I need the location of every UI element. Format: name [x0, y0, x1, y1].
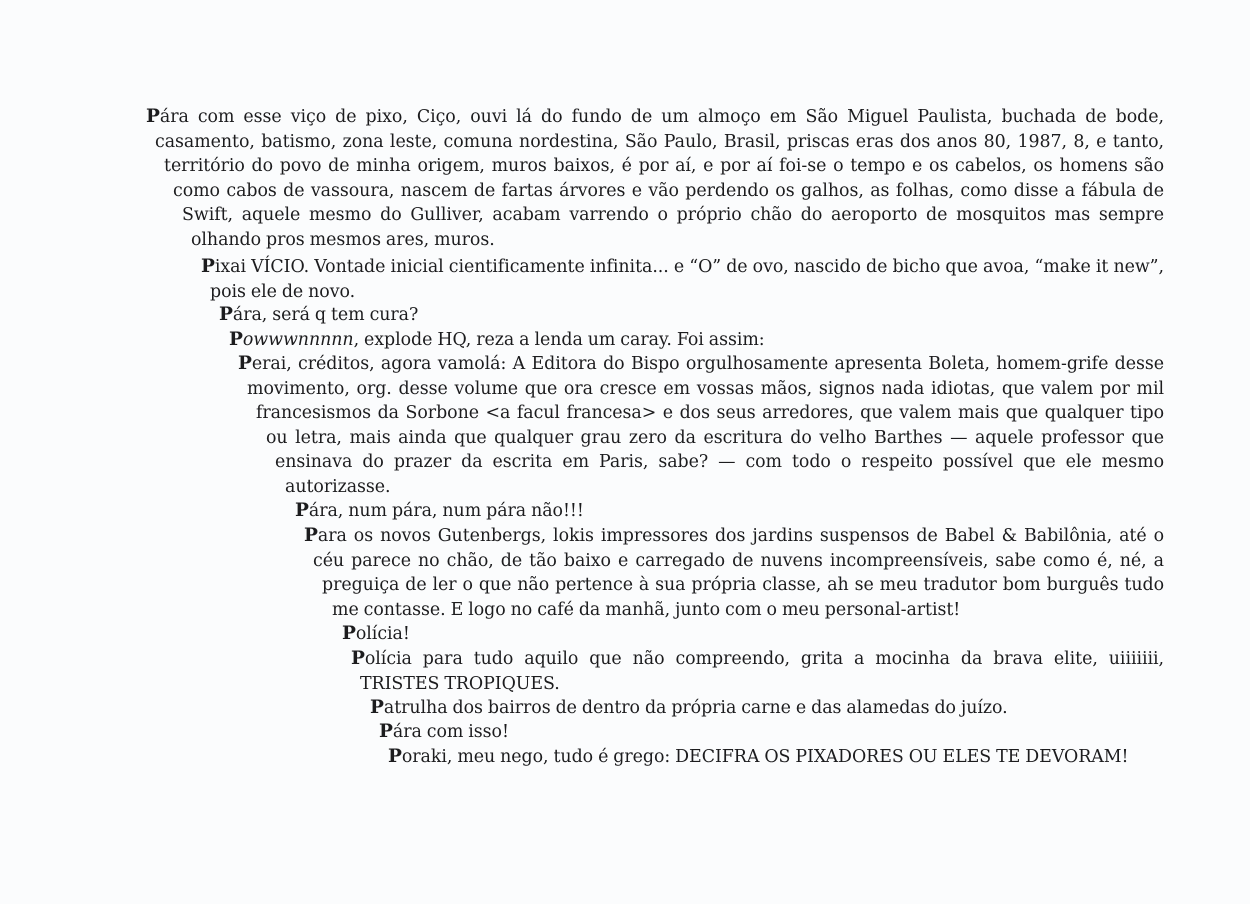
paragraph-5-line-1 — [238, 352, 1164, 377]
paragraph-1-line-4 — [173, 179, 1164, 204]
line-text: ára, será q tem cura? — [232, 305, 419, 325]
line-text: pois ele de novo. — [210, 281, 356, 302]
paragraph-1-line-2 — [155, 130, 1164, 155]
drop-initial: P — [388, 746, 402, 767]
line-text: território do povo de minha origem, muros baixos, é por aí, e por aí foi-se o tempo e os cabelos, os homens são — [164, 156, 1164, 177]
line-text: casamento, batismo, zona leste, comuna nordestina, São Paulo, Brasil, priscas eras dos anos 80, 1987, 8, e tanto, — [155, 131, 1164, 152]
drop-initial: P — [304, 525, 318, 546]
paragraph-10 — [370, 696, 1164, 721]
line-text: preguiça de ler o que não pertence à sua própria classe, ah se meu tradutor bom burguês tudo — [322, 575, 1164, 596]
line-text: ára com isso! — [392, 722, 509, 742]
paragraph-12-line-1 — [388, 745, 1160, 770]
paragraph-8 — [342, 622, 1164, 647]
paragraph-9-line-1 — [351, 647, 1164, 672]
paragraph-1-line-1 — [146, 105, 1164, 130]
paragraph-9-line-2 — [360, 672, 1164, 697]
paragraph-2-line-2 — [210, 280, 1164, 305]
drop-initial: P — [370, 697, 384, 718]
drop-initial: P — [342, 623, 356, 644]
line-text: céu parece no chão, de tão baixo e carregado de nuvens incompreensíveis, sabe como é, né, a — [313, 550, 1164, 571]
paragraph-1 — [146, 105, 1164, 253]
line-text: ensinava do prazer da escrita em Paris, sabe? — com todo o respeito possível que ele mesmo — [275, 452, 1164, 473]
line-text: olhando pros mesmos ares, muros. — [191, 229, 495, 250]
paragraph-5-line-4 — [266, 426, 1164, 451]
paragraph-2 — [201, 255, 1164, 304]
drop-initial: P — [229, 329, 243, 350]
paragraph-5-line-6 — [285, 475, 1164, 500]
drop-initial: P — [351, 648, 365, 669]
line-text: francesismos da Sorbone <a facul francesa> e dos seus arredores, que valem mais que qualquer tipo — [256, 403, 1164, 424]
drop-initial: P — [238, 353, 252, 374]
paragraph-4-line-1 — [229, 328, 1164, 353]
paragraph-8-line-1 — [342, 622, 1164, 647]
line-text: movimento, org. desse volume que ora cresce em vossas mãos, signos nada idiotas, que valem por mil — [247, 378, 1164, 399]
paragraph-7-line-2 — [313, 549, 1164, 574]
paragraph-11-line-1 — [379, 720, 1164, 745]
drop-initial: P — [146, 106, 160, 127]
line-text: ára, num pára, num pára não!!! — [308, 501, 584, 521]
italic-onomatopoeia: owwwnnnnn — [242, 330, 354, 350]
paragraph-1-line-6 — [191, 228, 1164, 253]
drop-initial: P — [219, 304, 233, 325]
line-text: atrulha dos bairros de dentro da própria carne e das alamedas do juízo. — [383, 698, 1008, 718]
paragraph-6-line-1 — [295, 499, 1164, 524]
paragraph-9 — [351, 647, 1164, 696]
line-text: olícia! — [355, 624, 410, 644]
paragraph-1-line-5 — [182, 203, 1164, 228]
line-text: ára com esse viço de pixo, Ciço, ouvi lá do fundo de um almoço em São Miguel Paulista, buchada de bode, — [159, 107, 1164, 127]
line-text: erai, créditos, agora vamolá: A Editora do Bispo orgulhosamente apresenta Boleta, homem-grife desse — [251, 354, 1164, 374]
paragraph-1-line-3 — [164, 154, 1164, 179]
line-text: oraki, meu nego, tudo é grego: DECIFRA OS PIXADORES OU ELES TE DEVORAM! — [401, 747, 1129, 767]
paragraph-5-line-3 — [256, 401, 1164, 426]
line-text: autorizasse. — [285, 476, 391, 497]
paragraph-7 — [304, 524, 1164, 622]
line-text: TRISTES TROPIQUES. — [360, 673, 560, 694]
line-text: , explode HQ, reza a lenda um caray. Foi assim: — [353, 330, 765, 350]
line-text: como cabos de vassoura, nascem de fartas árvores e vão perdendo os galhos, as folhas, como disse a fábula de — [173, 180, 1164, 201]
paragraph-5-line-5 — [275, 450, 1164, 475]
paragraph-7-line-4 — [332, 598, 1164, 623]
paragraph-7-line-1 — [304, 524, 1164, 549]
drop-initial: P — [379, 721, 393, 742]
paragraph-4 — [229, 328, 1164, 353]
paragraph-6 — [295, 499, 1164, 524]
paragraph-3 — [219, 303, 1164, 328]
paragraph-3-line-1 — [219, 303, 1164, 328]
paragraph-5 — [238, 352, 1164, 500]
drop-initial: P — [201, 256, 215, 277]
drop-initial: P — [295, 500, 309, 521]
line-text: me contasse. E logo no café da manhã, junto com o meu personal-artist! — [332, 599, 961, 620]
paragraph-10-line-1 — [370, 696, 1164, 721]
line-text: Swift, aquele mesmo do Gulliver, acabam varrendo o próprio chão do aeroporto de mosquitos mas sempre — [182, 205, 1164, 226]
line-text: olícia para tudo aquilo que não compreendo, grita a mocinha da brava elite, uiiiiiii, — [364, 649, 1164, 669]
paragraph-12 — [388, 745, 1160, 770]
paragraph-11 — [379, 720, 1164, 745]
paragraph-5-line-2 — [247, 377, 1164, 402]
paragraph-2-line-1 — [201, 255, 1164, 280]
paragraph-7-line-3 — [322, 573, 1164, 598]
line-text: ixai VÍCIO. Vontade inicial cientificamente infinita... e “O” de ovo, nascido de bicho que avoa, “make it new”, — [214, 257, 1164, 277]
line-text: ou letra, mais ainda que qualquer grau zero da escritura do velho Barthes — aquele professor que — [266, 427, 1164, 448]
line-text: ara os novos Gutenbergs, lokis impressores dos jardins suspensos de Babel & Babilônia, até o — [317, 526, 1164, 546]
